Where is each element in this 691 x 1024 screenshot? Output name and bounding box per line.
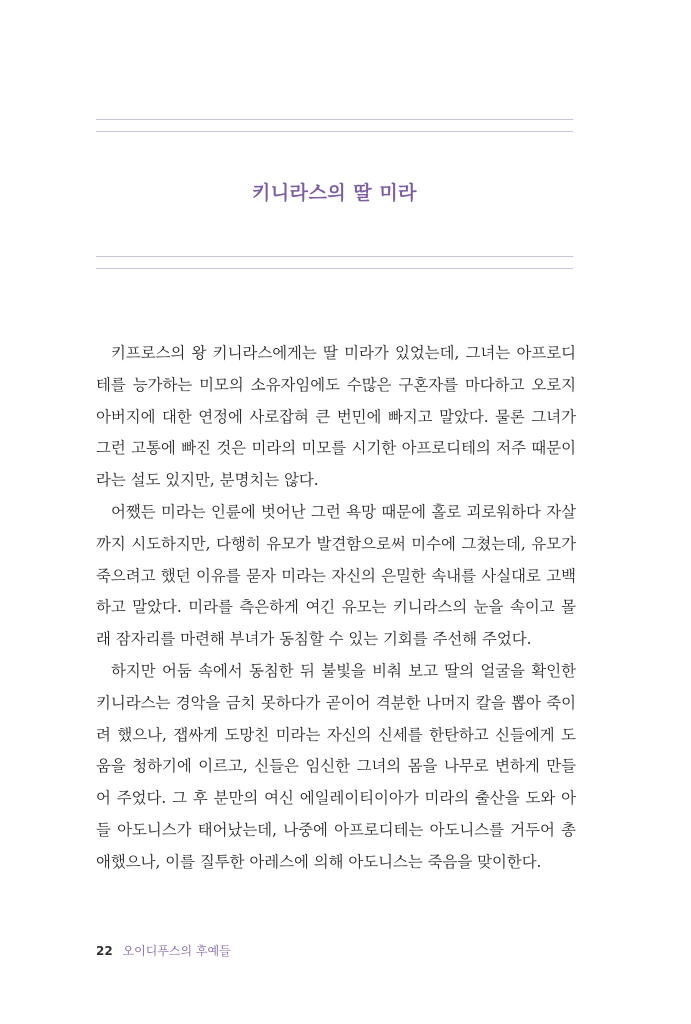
top-rule-1 [96, 119, 573, 120]
text-line: 하지만 어둠 속에서 동침한 뒤 불빛을 비춰 보고 딸의 얼굴을 확인한 [111, 661, 576, 680]
body-text [96, 338, 576, 879]
text-line: 키프로스의 왕 키니라스에게는 딸 미라가 있었는데, 그녀는 아프로디 [111, 344, 576, 362]
bottom-rule-1 [96, 256, 573, 257]
text-line: 키니라스는 경악을 금치 못하다가 곧이어 격분한 나머지 칼을 뽑아 죽이 [96, 693, 576, 712]
text-line: 라는 설도 있지만, 분명치는 않다. [96, 471, 319, 490]
chapter-title: 키니라스의 딸 미라 [251, 182, 418, 204]
page-number: 22 [96, 944, 113, 958]
text-line: 하고 말았다. 미라를 측은하게 여긴 유모는 키니라스의 눈을 속이고 몰 [96, 598, 576, 617]
text-line: 움을 청하기에 이르고, 신들은 임신한 그녀의 몸을 나무로 변하게 만들 [96, 757, 576, 776]
running-book-title: 오이디푸스의 후예들 [122, 944, 231, 958]
text-line: 들 아도니스가 태어났는데, 나중에 아프로디테는 아도니스를 거두어 총 [96, 820, 576, 839]
text-line: 려 했으나, 잽싸게 도망친 미라는 자신의 신세를 한탄하고 신들에게 도 [96, 725, 576, 744]
top-rule-2 [96, 131, 573, 132]
text-line: 어 주었다. 그 후 분만의 여신 에일레이티이아가 미라의 출산을 도와 아 [96, 789, 576, 808]
text-line: 아버지에 대한 연정에 사로잡혀 큰 번민에 빠지고 말았다. 물론 그녀가 [96, 407, 576, 426]
text-line: 래 잠자리를 마련해 부녀가 동침할 수 있는 기회를 주선해 주었다. [96, 630, 532, 649]
page-footer [96, 942, 231, 959]
text-line: 까지 시도하지만, 다행히 유모가 발견함으로써 미수에 그쳤는데, 유모가 [96, 534, 576, 553]
text-line: 테를 능가하는 미모의 소유자임에도 수많은 구혼자를 마다하고 오로지 [96, 375, 576, 394]
text-line: 어쨌든 미라는 인륜에 벗어난 그런 욕망 때문에 홀로 괴로워하다 자살 [111, 502, 576, 521]
bottom-rule-2 [96, 268, 573, 269]
text-line: 그런 고통에 빠진 것은 미라의 미모를 시기한 아프로디테의 저주 때문이 [96, 439, 576, 458]
text-line: 죽으려고 했던 이유를 묻자 미라는 자신의 은밀한 속내를 사실대로 고백 [96, 566, 576, 585]
text-line: 애했으나, 이를 질투한 아레스에 의해 아도니스는 죽음을 맞이한다. [96, 852, 542, 871]
